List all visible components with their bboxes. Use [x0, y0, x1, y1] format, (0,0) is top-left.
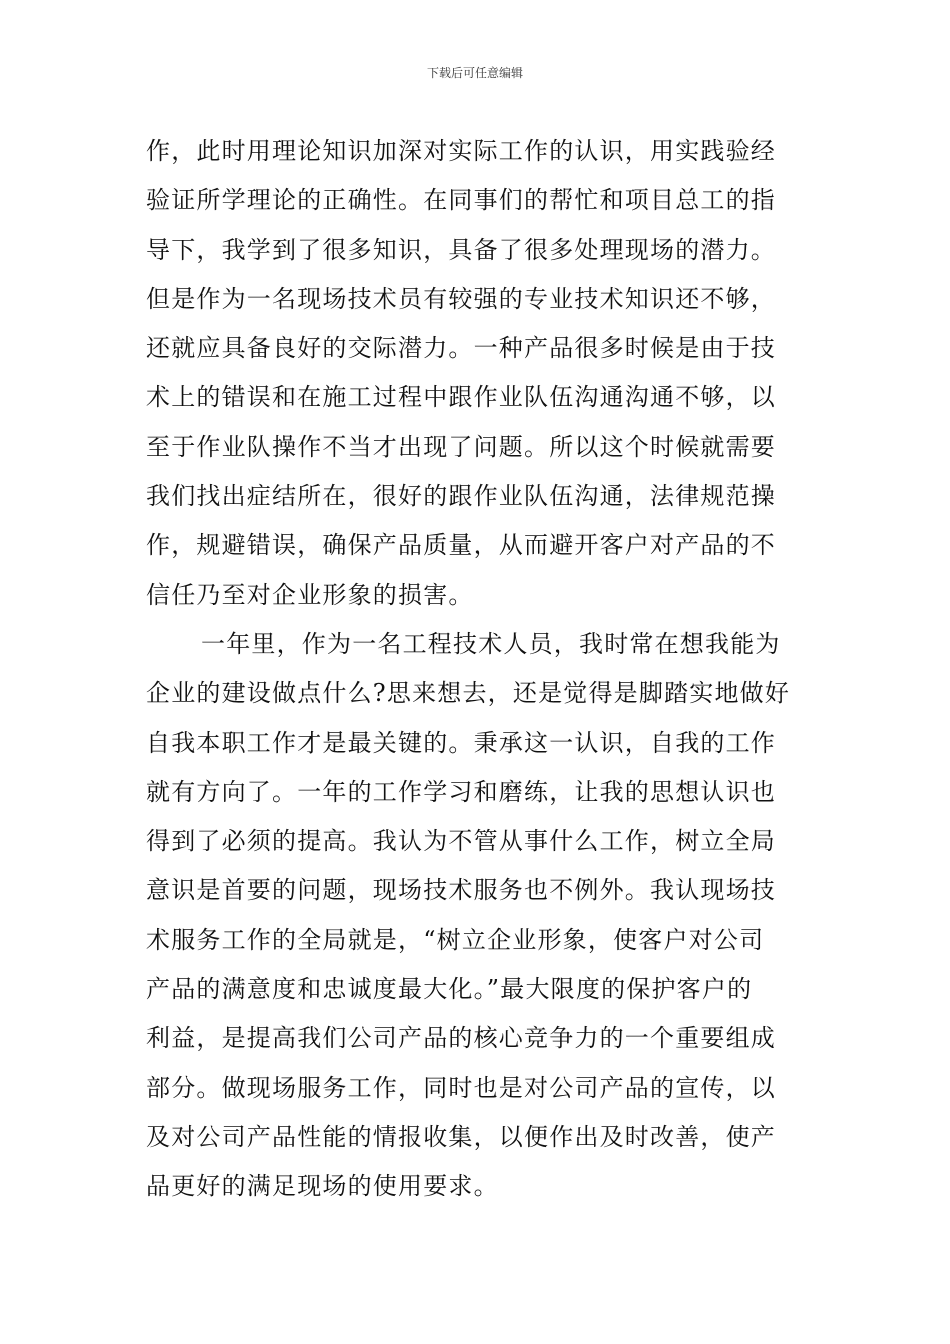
text-line: 术上的错误和在施工过程中跟作业队伍沟通沟通不够，以 — [146, 383, 776, 412]
text-line: 部分。做现场服务工作，同时也是对公司产品的宣传，以 — [146, 1073, 776, 1102]
text-line: 及对公司产品性能的情报收集，以便作出及时改善，使产 — [146, 1122, 776, 1151]
text-line: 术服务工作的全局就是，“树立企业形象，使客户对公司 — [146, 925, 765, 954]
text-line: 得到了必须的提高。我认为不管从事什么工作，树立全局 — [146, 827, 776, 856]
text-line: 还就应具备良好的交际潜力。一种产品很多时候是由于技 — [146, 334, 776, 363]
text-line: 就有方向了。一年的工作学习和磨练，让我的思想认识也 — [146, 777, 776, 806]
document-body — [146, 127, 810, 1212]
text-line: 利益，是提高我们公司产品的核心竞争力的一个重要组成 — [146, 1024, 776, 1053]
text-line: 作，此时用理论知识加深对实际工作的认识，用实践验经 — [146, 137, 776, 165]
text-line: 自我本职工作才是最关键的。秉承这一认识，自我的工作 — [146, 728, 776, 757]
text-line: 验证所学理论的正确性。在同事们的帮忙和项目总工的指 — [146, 186, 776, 215]
text-line: 至于作业队操作不当才出现了问题。所以这个时候就需要 — [146, 432, 776, 461]
text-line: 信任乃至对企业形象的损害。 — [146, 580, 474, 609]
text-line: 产品的满意度和忠诚度最大化。”最大限度的保护客户的 — [146, 975, 753, 1004]
text-line: 我们找出症结所在，很好的跟作业队伍沟通，法律规范操 — [146, 482, 776, 511]
text-line: 但是作为一名现场技术员有较强的专业技术知识还不够， — [146, 284, 776, 313]
text-line: 品更好的满足现场的使用要求。 — [146, 1172, 499, 1201]
paragraph-first-line: 一年里，作为一名工程技术人员，我时常在想我能为 — [201, 629, 781, 658]
page-header: 下载后可任意编辑 — [426, 66, 523, 80]
text-line: 导下，我学到了很多知识，具备了很多处理现场的潜力。 — [146, 235, 776, 264]
text-line: 意识是首要的问题，现场技术服务也不例外。我认现场技 — [146, 876, 776, 905]
text-line: 企业的建设做点什么?思来想去，还是觉得是脚踏实地做好 — [146, 679, 791, 708]
text-line: 作，规避错误，确保产品质量，从而避开客户对产品的不 — [146, 531, 776, 560]
